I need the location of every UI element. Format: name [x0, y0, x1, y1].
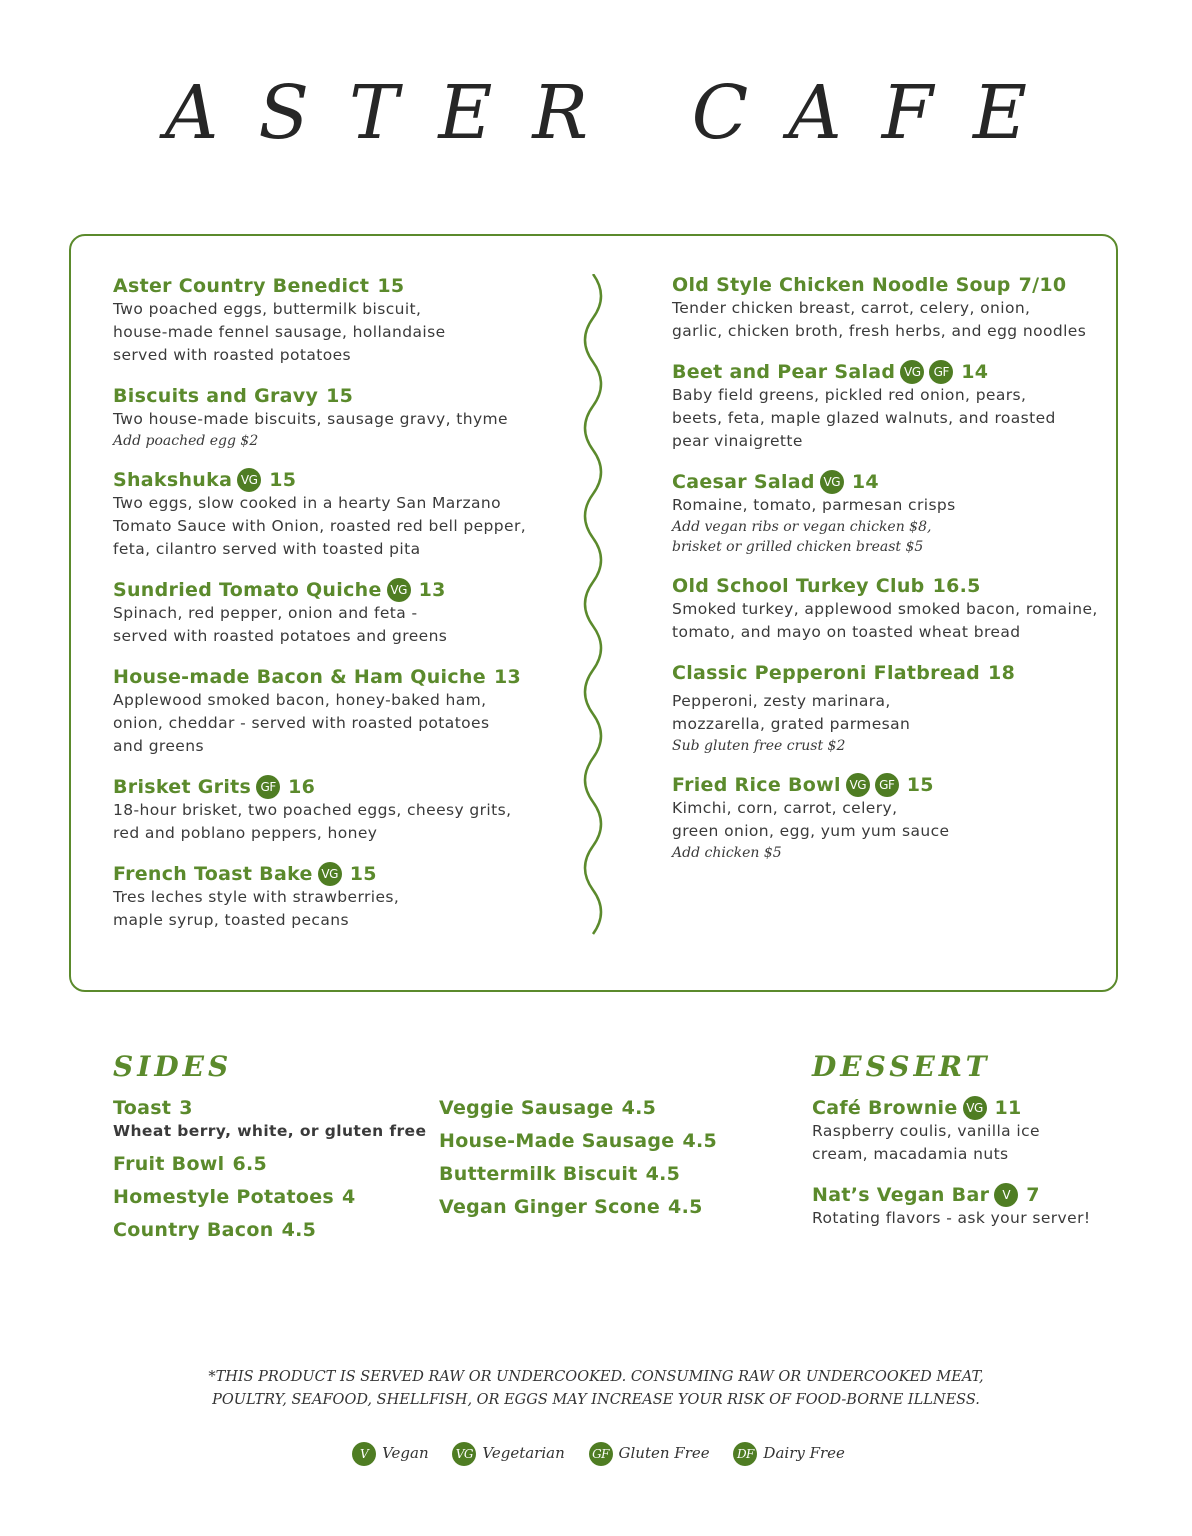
gluten-free-badge-icon: GF: [875, 773, 899, 797]
legend-label: Gluten Free: [618, 1444, 710, 1462]
menu-item-name: Classic Pepperoni Flatbread: [672, 662, 981, 684]
dessert-heading: DESSERT: [812, 1050, 991, 1083]
menu-item-name: Buttermilk Biscuit: [439, 1163, 638, 1185]
menu-item-price: 15: [906, 774, 934, 796]
menu-item-name: Beet and Pear Salad: [672, 361, 896, 383]
menu-item-price: 4.5: [621, 1097, 657, 1119]
menu-item-header: [439, 1130, 717, 1152]
menu-item: [113, 665, 573, 758]
menu-item-description: garlic, chicken broth, fresh herbs, and egg noodles: [672, 322, 1087, 340]
gluten-free-badge-icon: GF: [256, 775, 280, 799]
vegetarian-badge-icon: VG: [452, 1442, 476, 1466]
gluten-free-badge-icon: GF: [589, 1442, 613, 1466]
menu-item-header: [672, 574, 1102, 598]
sides-column-1: [113, 1096, 426, 1251]
menu-item-name: Toast: [113, 1097, 172, 1119]
menu-item-name: Fried Rice Bowl: [672, 774, 841, 796]
vegetarian-badge-icon: VG: [963, 1096, 987, 1120]
menu-item-price: 14: [961, 361, 989, 383]
menu-item-name: Café Brownie: [812, 1097, 958, 1119]
menu-item-price: 15: [349, 863, 377, 885]
menu-item-price: 4.5: [668, 1196, 703, 1218]
menu-item-description: Tender chicken breast, carrot, celery, onion,: [672, 299, 1031, 317]
menu-item-description: feta, cilantro served with toasted pita: [113, 540, 421, 558]
menu-item: [113, 1152, 426, 1176]
menu-item-addon-note: brisket or grilled chicken breast $5: [672, 539, 924, 555]
menu-item-price: 4.5: [281, 1219, 317, 1241]
menu-item-description: Two poached eggs, buttermilk biscuit,: [113, 300, 422, 318]
legend-item-gluten-free: [584, 1442, 710, 1466]
menu-item: [812, 1096, 1112, 1166]
menu-item-name: Veggie Sausage: [439, 1097, 614, 1119]
menu-item-header: [113, 578, 573, 602]
menu-item-header: [439, 1163, 680, 1185]
menu-item-description: Spinach, red pepper, onion and feta -: [113, 604, 418, 622]
menu-item: [113, 1185, 426, 1209]
vegan-badge-icon: V: [994, 1183, 1018, 1207]
menu-item-description: house-made fennel sausage, hollandaise: [113, 323, 446, 341]
menu-item: [113, 1096, 426, 1143]
menu-item-header: [672, 773, 1102, 797]
menu-item-description: Baby field greens, pickled red onion, pears,: [672, 386, 1027, 404]
legend-item-vegetarian: [447, 1442, 564, 1466]
menu-item-description: Wheat berry, white, or gluten free: [113, 1122, 427, 1140]
menu-item: [672, 470, 1102, 557]
menu-column-right: [672, 273, 1102, 880]
menu-item-description: mozzarella, grated parmesan: [672, 715, 911, 733]
menu-item-description: red and poblano peppers, honey: [113, 824, 378, 842]
menu-item: [113, 775, 573, 845]
menu-item-name: Vegan Ginger Scone: [439, 1196, 661, 1218]
menu-item: [672, 773, 1102, 863]
vegetarian-badge-icon: VG: [820, 470, 844, 494]
disclaimer-line: *THIS PRODUCT IS SERVED RAW OR UNDERCOOKED. CONSUMING RAW OR UNDERCOOKED MEAT,: [208, 1369, 984, 1385]
menu-item-name: Sundried Tomato Quiche: [113, 579, 382, 601]
menu-item-name: Nat’s Vegan Bar: [812, 1184, 990, 1206]
menu-item-price: 11: [994, 1097, 1022, 1119]
gluten-free-badge-icon: GF: [929, 360, 953, 384]
menu-item-name: Fruit Bowl: [113, 1153, 225, 1175]
menu-item-price: 6.5: [232, 1153, 268, 1175]
menu-item-name: French Toast Bake: [113, 863, 313, 885]
menu-item-price: 4.5: [682, 1130, 718, 1152]
menu-item-description: beets, feta, maple glazed walnuts, and roasted: [672, 409, 1056, 427]
menu-item-header: [672, 470, 1102, 494]
vegetarian-badge-icon: VG: [846, 773, 870, 797]
menu-item-description: Pepperoni, zesty marinara,: [672, 692, 891, 710]
menu-item-addon-note: Sub gluten free crust $2: [672, 738, 846, 754]
menu-item-header: [812, 1096, 1112, 1120]
menu-item-header: [672, 661, 1102, 685]
menu-item: [439, 1162, 717, 1186]
menu-item: [439, 1096, 717, 1120]
menu-item-name: Old Style Chicken Noodle Soup: [672, 274, 1011, 296]
menu-item-name: Brisket Grits: [113, 776, 252, 798]
wavy-divider: [580, 274, 606, 950]
menu-item: [672, 360, 1102, 453]
menu-item-name: Country Bacon: [113, 1219, 274, 1241]
menu-item-price: 4.5: [645, 1163, 681, 1185]
menu-item: [113, 384, 573, 451]
menu-item-header: [439, 1196, 703, 1218]
vegan-badge-icon: V: [352, 1442, 376, 1466]
menu-item: [113, 862, 573, 932]
menu-item-description: Two house-made biscuits, sausage gravy, thyme: [113, 410, 508, 428]
menu-item-price: 13: [493, 666, 521, 688]
legend-item-dairy-free: [728, 1442, 845, 1466]
menu-item-name: House-made Bacon & Ham Quiche: [113, 666, 486, 688]
menu-item-price: 4: [342, 1186, 356, 1208]
menu-item-name: Shakshuka: [113, 469, 233, 491]
menu-item-price: 16.5: [932, 575, 981, 597]
menu-item-addon-note: Add chicken $5: [672, 845, 782, 861]
menu-item-header: [113, 1153, 267, 1175]
menu-item-addon-note: Add vegan ribs or vegan chicken $8,: [672, 519, 932, 535]
menu-item-description: Kimchi, corn, carrot, celery,: [672, 799, 898, 817]
menu-item: [439, 1129, 717, 1153]
menu-item: [113, 578, 573, 648]
menu-item-description: and greens: [113, 737, 204, 755]
menu-item-name: Caesar Salad: [672, 471, 815, 493]
menu-item-price: 13: [418, 579, 446, 601]
menu-item-price: 15: [377, 275, 405, 297]
menu-item: [672, 273, 1102, 343]
legend-label: Dairy Free: [763, 1444, 845, 1462]
menu-item-header: [113, 1186, 356, 1208]
menu-item-description: green onion, egg, yum yum sauce: [672, 822, 950, 840]
menu-item-price: 18: [988, 662, 1016, 684]
menu-item-header: [439, 1097, 656, 1119]
menu-item-description: cream, macadamia nuts: [812, 1145, 1009, 1163]
vegetarian-badge-icon: VG: [900, 360, 924, 384]
menu-item-name: Old School Turkey Club: [672, 575, 925, 597]
menu-item: [672, 661, 1102, 756]
menu-item: [672, 574, 1102, 644]
menu-item-header: [113, 1219, 316, 1241]
menu-item-price: 7/10: [1018, 274, 1067, 296]
menu-item: [113, 468, 573, 561]
menu-item: [113, 274, 573, 367]
menu-item-header: [113, 775, 573, 799]
menu-item-description: Rotating flavors - ask your server!: [812, 1209, 1091, 1227]
menu-item-price: 15: [326, 385, 354, 407]
menu-item-description: served with roasted potatoes and greens: [113, 627, 448, 645]
menu-item-header: [113, 862, 573, 886]
menu-item-header: [113, 384, 573, 408]
cafe-title: ASTER CAFE: [164, 70, 1068, 156]
menu-item-header: [113, 665, 573, 689]
menu-item-description: maple syrup, toasted pecans: [113, 911, 349, 929]
menu-item-description: Smoked turkey, applewood smoked bacon, romaine,: [672, 600, 1098, 618]
menu-item: [439, 1195, 717, 1219]
legend-label: Vegetarian: [482, 1444, 565, 1462]
vegetarian-badge-icon: VG: [237, 468, 261, 492]
menu-item-price: 3: [179, 1097, 193, 1119]
dessert-column: [812, 1096, 1112, 1247]
menu-item-price: 7: [1026, 1184, 1040, 1206]
menu-item-name: Homestyle Potatoes: [113, 1186, 335, 1208]
menu-item-price: 15: [269, 469, 297, 491]
menu-item-price: 16: [288, 776, 316, 798]
menu-item: [113, 1218, 426, 1242]
dietary-legend: [0, 1442, 1192, 1466]
menu-item-header: [113, 1097, 193, 1119]
menu-item-description: onion, cheddar - served with roasted potatoes: [113, 714, 490, 732]
menu-item-description: 18-hour brisket, two poached eggs, cheesy grits,: [113, 801, 512, 819]
menu-item-header: [672, 360, 1102, 384]
menu-item-header: [113, 274, 573, 298]
menu-item-description: pear vinaigrette: [672, 432, 803, 450]
food-safety-disclaimer: [0, 1366, 1192, 1412]
menu-item-description: Raspberry coulis, vanilla ice: [812, 1122, 1040, 1140]
menu-item-name: Biscuits and Gravy: [113, 385, 319, 407]
menu-item-description: Tomato Sauce with Onion, roasted red bell pepper,: [113, 517, 527, 535]
vegetarian-badge-icon: VG: [318, 862, 342, 886]
menu-item-name: Aster Country Benedict: [113, 275, 370, 297]
menu-item-addon-note: Add poached egg $2: [113, 433, 259, 449]
dairy-free-badge-icon: DF: [733, 1442, 757, 1466]
menu-item-description: Romaine, tomato, parmesan crisps: [672, 496, 956, 514]
menu-item-description: Tres leches style with strawberries,: [113, 888, 400, 906]
menu-item-header: [113, 468, 573, 492]
menu-item-description: tomato, and mayo on toasted wheat bread: [672, 623, 1021, 641]
vegetarian-badge-icon: VG: [387, 578, 411, 602]
menu-item-price: 14: [851, 471, 879, 493]
disclaimer-line: POULTRY, SEAFOOD, SHELLFISH, OR EGGS MAY INCREASE YOUR RISK OF FOOD-BORNE ILLNESS.: [212, 1392, 980, 1408]
menu-item-header: [812, 1183, 1112, 1207]
menu-item-description: Two eggs, slow cooked in a hearty San Marzano: [113, 494, 501, 512]
sides-heading: SIDES: [113, 1050, 233, 1083]
menu-item-description: served with roasted potatoes: [113, 346, 352, 364]
menu-item-header: [672, 273, 1102, 297]
legend-item-vegan: [347, 1442, 429, 1466]
sides-column-2: [439, 1096, 717, 1228]
legend-label: Vegan: [382, 1444, 429, 1462]
menu-item: [812, 1183, 1112, 1230]
menu-item-name: House-Made Sausage: [439, 1130, 675, 1152]
menu-item-description: Applewood smoked bacon, honey-baked ham,: [113, 691, 487, 709]
menu-column-left: [113, 274, 573, 949]
